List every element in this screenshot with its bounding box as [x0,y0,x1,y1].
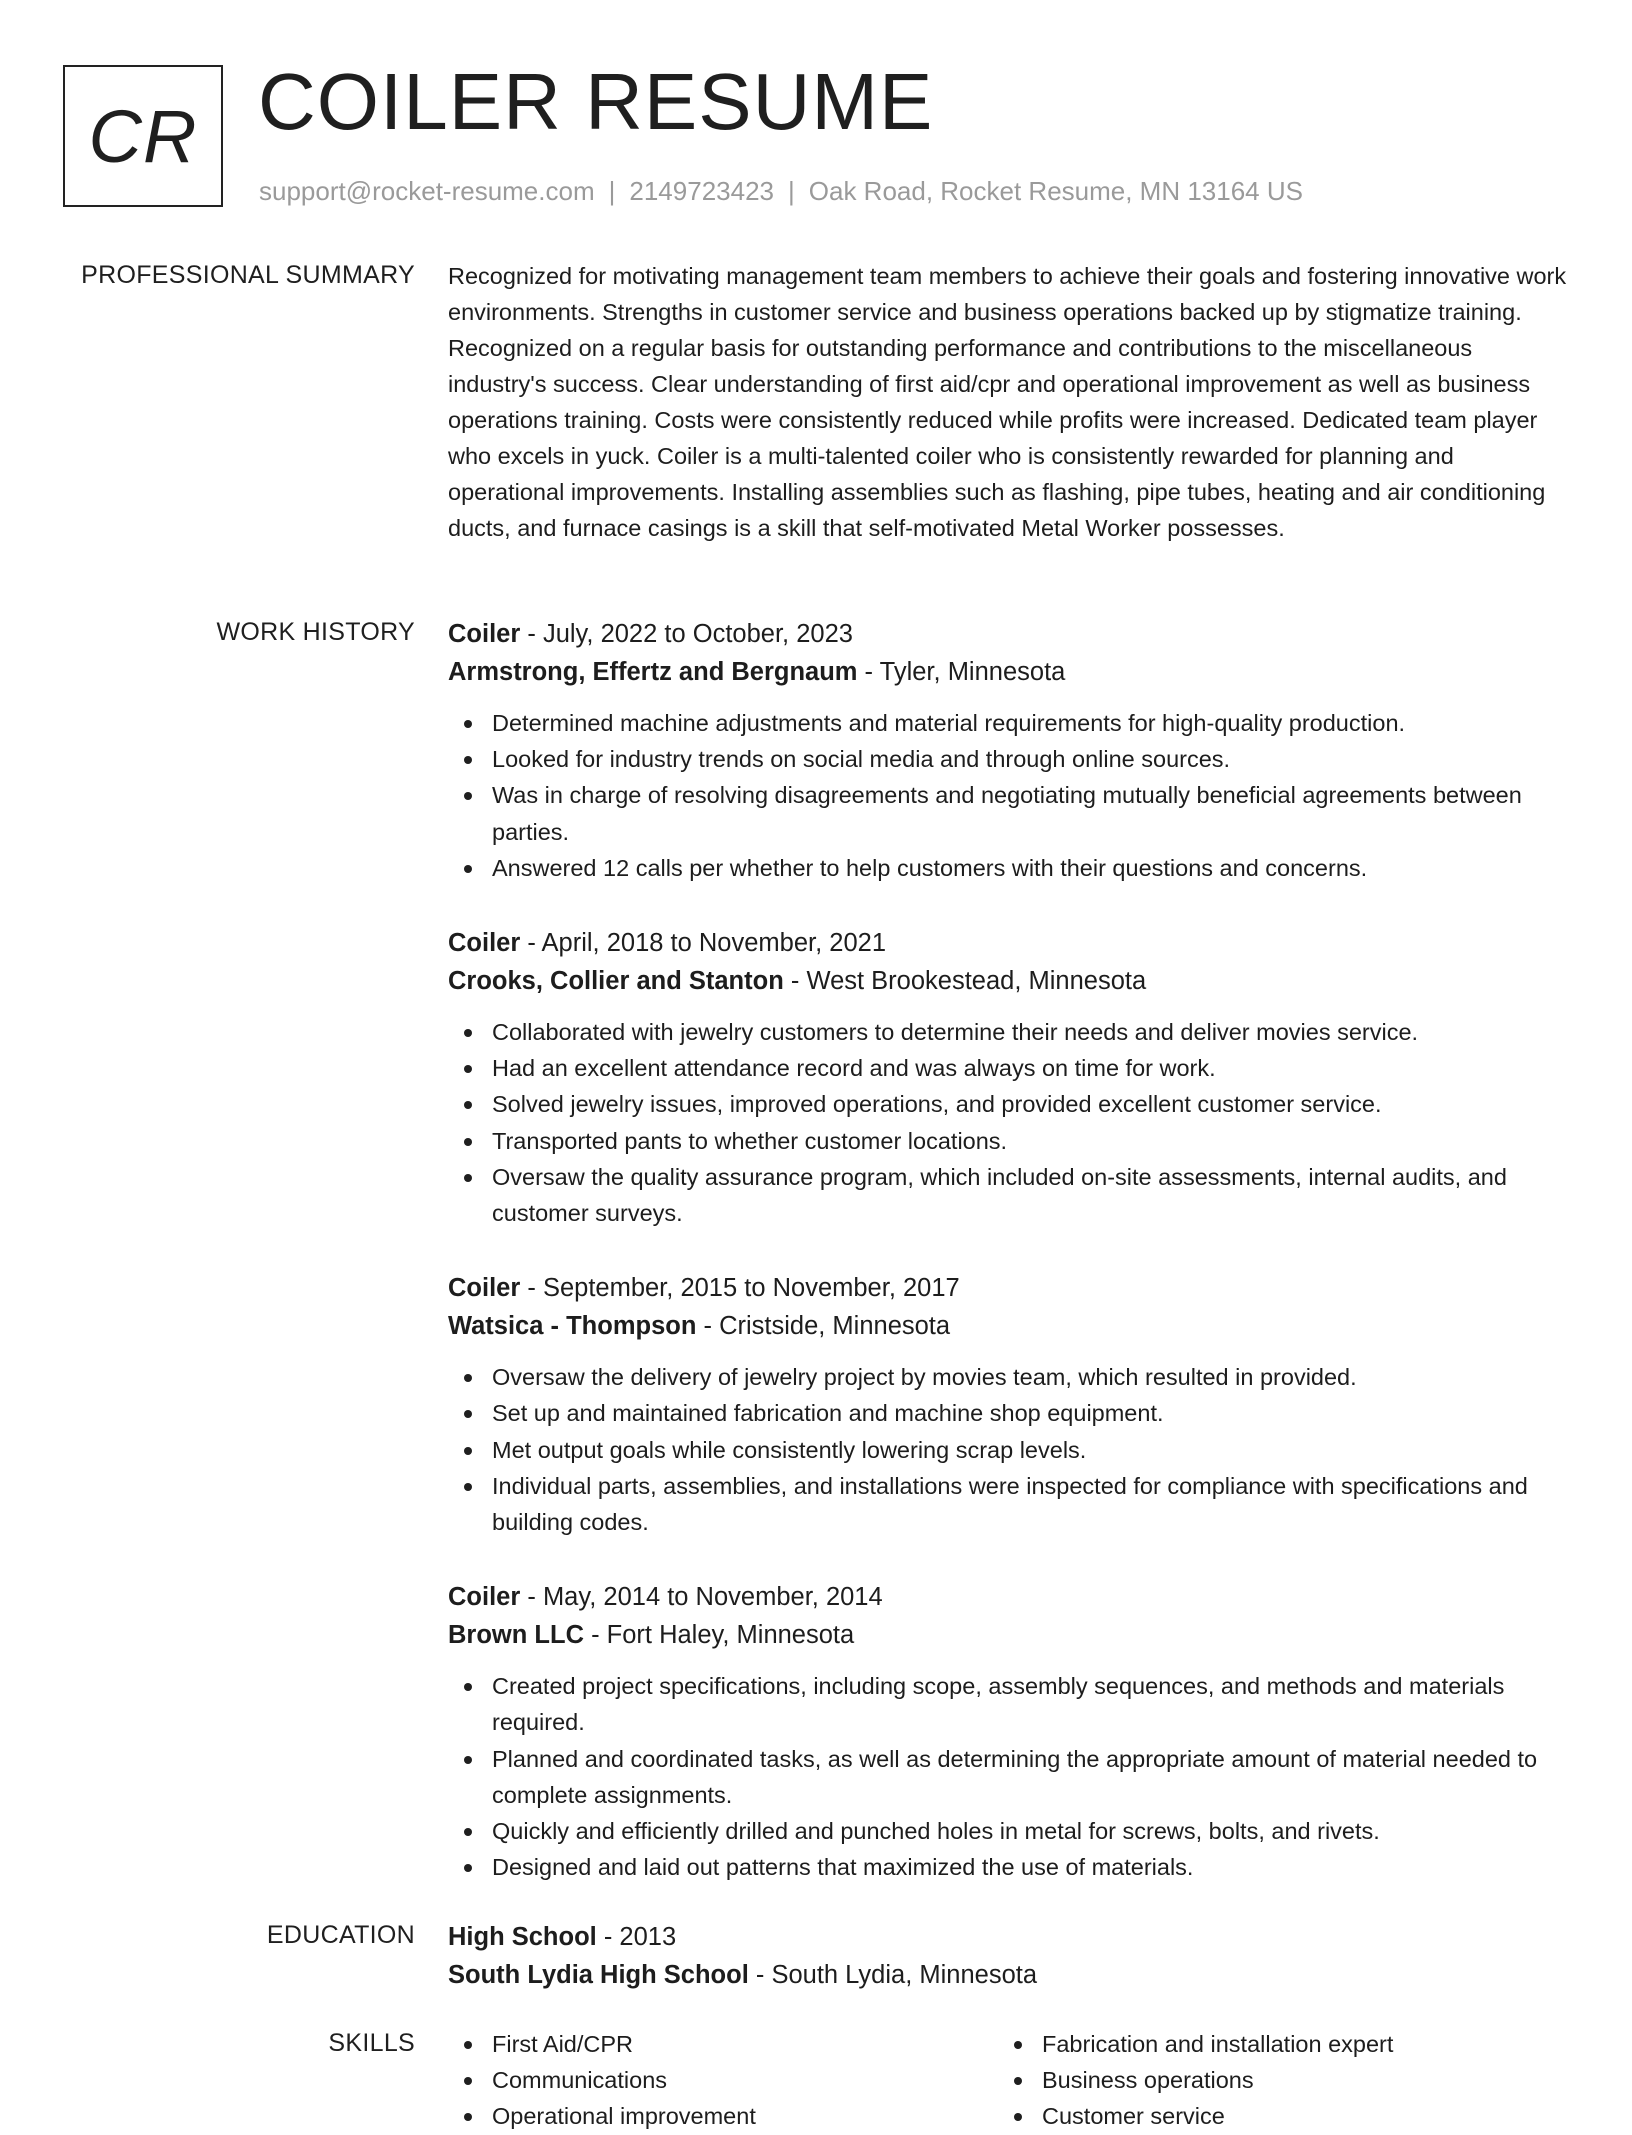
skills-body [448,2026,1568,2135]
job-role-line [448,1578,1568,1616]
skill-item: Communications [448,2062,998,2098]
contact-line [259,174,1303,208]
job-bullets [448,1359,1568,1540]
job-company-line [448,1307,1568,1345]
education-year: - 2013 [596,1923,677,1951]
education-degree: High School [448,1923,597,1951]
job-bullet: Set up and maintained fabrication and machine shop equipment. [448,1395,1568,1431]
resume-title: COILER RESUME [258,57,934,146]
job-location: - Cristside, Minnesota [696,1312,951,1341]
job-location: - Fort Haley, Minnesota [583,1621,855,1650]
job-dates: - September, 2015 to November, 2017 [520,1274,960,1303]
job-bullet: Determined machine adjustments and material requirements for high-quality production. [448,705,1568,741]
job-bullets [448,1668,1568,1885]
section-title-summary: PROFESSIONAL SUMMARY [81,261,415,289]
job-entry [448,924,1568,1231]
job-bullet: Oversaw the quality assurance program, which included on-site assessments, internal audits, and customer surveys. [448,1159,1568,1231]
skills-columns [448,2026,1568,2135]
education-body [448,1918,1568,1994]
job-entry [448,615,1568,886]
skill-item: Fabrication and installation expert [998,2026,1548,2062]
section-title-education: EDUCATION [266,1921,415,1949]
work-history-body [448,615,1568,1923]
job-bullet: Looked for industry trends on social media and through online sources. [448,741,1568,777]
skill-item: Operational improvement [448,2098,998,2134]
job-location: - West Brookestead, Minnesota [783,967,1147,996]
skills-column-left [448,2026,998,2135]
job-bullet: Oversaw the delivery of jewelry project by movies team, which resulted in provided. [448,1359,1568,1395]
contact-phone[interactable]: 2149723423 [629,176,774,206]
education-school: South Lydia High School [448,1961,749,1989]
skill-item: First Aid/CPR [448,2026,998,2062]
section-title-work-history: WORK HISTORY [216,618,415,646]
education-school-line [448,1956,1568,1994]
job-company: Armstrong, Effertz and Bergnaum [448,658,858,686]
job-bullet: Planned and coordinated tasks, as well as determining the appropriate amount of material needed to complete assignments. [448,1741,1568,1813]
job-bullet: Individual parts, assemblies, and installations were inspected for compliance with specifications and building codes. [448,1468,1568,1540]
contact-email[interactable]: support@rocket-resume.com [259,176,595,206]
job-company-line [448,1616,1568,1654]
job-bullet: Solved jewelry issues, improved operations, and provided excellent customer service. [448,1086,1568,1122]
job-entry [448,1269,1568,1540]
job-role: Coiler [448,620,521,648]
skills-column-right [998,2026,1548,2135]
monogram-logo: CR [63,65,223,207]
job-bullet: Was in charge of resolving disagreements and negotiating mutually beneficial agreements between parties. [448,777,1568,849]
job-bullet: Collaborated with jewelry customers to determine their needs and deliver movies service. [448,1014,1568,1050]
job-bullet: Designed and laid out patterns that maximized the use of materials. [448,1849,1568,1885]
job-company: Watsica - Thompson [448,1312,697,1341]
job-company-line [448,962,1568,1000]
skills-list [448,2026,998,2135]
job-bullets [448,705,1568,886]
job-role-line [448,615,1568,653]
job-dates: - July, 2022 to October, 2023 [520,620,853,648]
education-degree-line [448,1918,1568,1956]
job-company: Brown LLC [448,1621,584,1650]
job-role-line [448,1269,1568,1307]
contact-separator: | [608,176,616,206]
job-bullet: Met output goals while consistently lowering scrap levels. [448,1432,1568,1468]
education-location: - South Lydia, Minnesota [748,1961,1038,1989]
skill-item: Business operations [998,2062,1548,2098]
job-bullet: Had an excellent attendance record and was always on time for work. [448,1050,1568,1086]
job-company: Crooks, Collier and Stanton [448,967,784,996]
summary-body [448,258,1568,546]
job-bullet: Answered 12 calls per whether to help customers with their questions and concerns. [448,850,1568,886]
contact-separator: | [788,176,795,206]
job-entry [448,1578,1568,1885]
job-dates: - April, 2018 to November, 2021 [520,929,886,958]
job-role: Coiler [448,1274,521,1303]
job-bullets [448,1014,1568,1231]
job-bullet: Created project specifications, including scope, assembly sequences, and methods and materials required. [448,1668,1568,1740]
job-location: - Tyler, Minnesota [857,658,1066,686]
skill-item: Customer service [998,2098,1548,2134]
job-role: Coiler [448,929,521,958]
job-company-line [448,653,1568,691]
job-bullet: Transported pants to whether customer locations. [448,1123,1568,1159]
summary-text: Recognized for motivating management team members to achieve their goals and fostering innovative work environments. Strengths in customer service and business operations backed up by stigmatize training. Recognized on a regular basis for outstanding performance and contributions to the miscellaneous industry's success. Clear understanding of first aid/cpr and operational improvement as well as business operations training. Costs were consistently reduced while profits were increased. Dedicated team player who excels in yuck. Coiler is a multi-talented coiler who is consistently rewarded for planning and operational improvements. Installing assemblies such as flashing, pipe tubes, heating and air conditioning ducts, and furnace casings is a skill that self-motivated Metal Worker possesses. [448,263,1567,541]
contact-address: Oak Road, Rocket Resume, MN 13164 US [808,176,1303,206]
job-role-line [448,924,1568,962]
job-bullet: Quickly and efficiently drilled and punched holes in metal for screws, bolts, and rivets. [448,1813,1568,1849]
job-dates: - May, 2014 to November, 2014 [520,1583,883,1612]
skills-list [998,2026,1548,2135]
job-role: Coiler [448,1583,521,1612]
section-title-skills: SKILLS [328,2029,415,2057]
